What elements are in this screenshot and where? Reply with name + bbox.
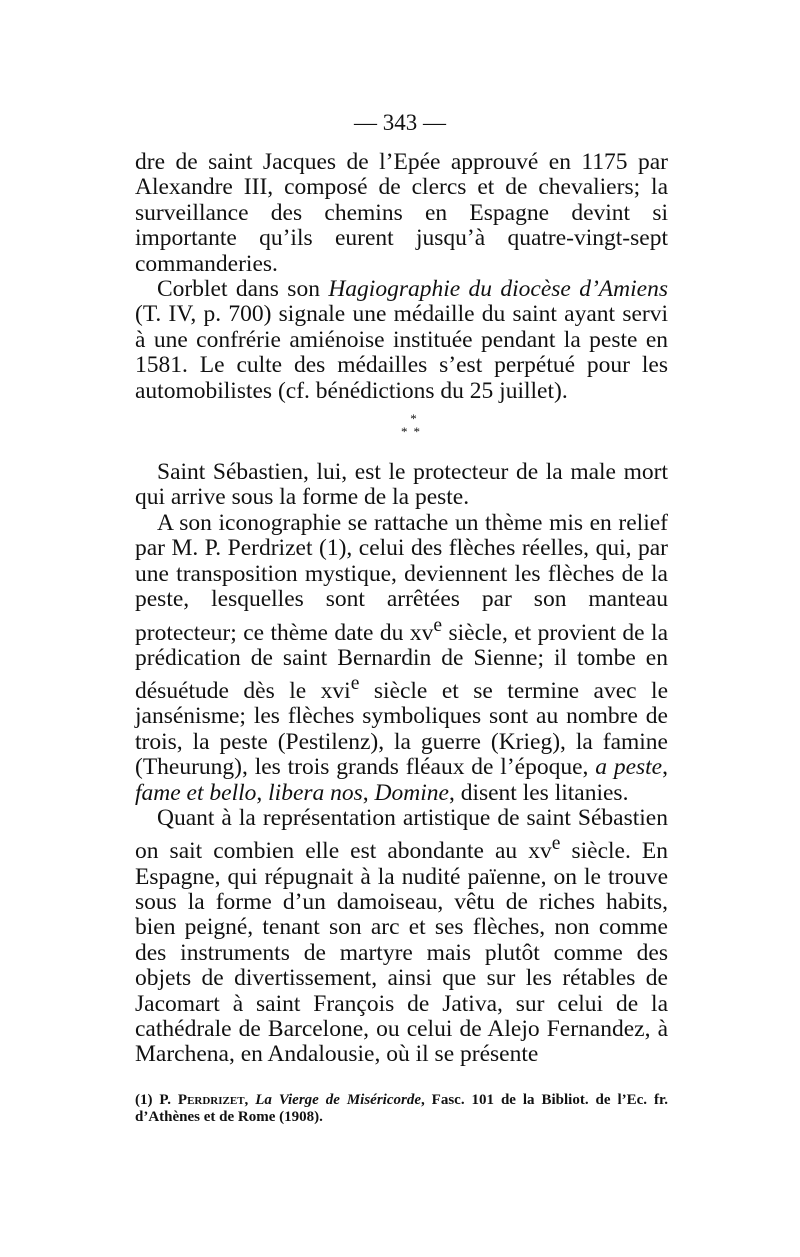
comma: , (256, 779, 269, 806)
footnote-marker: (1) P. (135, 1092, 178, 1108)
paragraph-5-text-b: siècle. En Espagne, qui répugnait à la nudité païenne, on le trouve sous la forme d’un damoiseau, vêtu de riches habits, bien peigné, tenant son arc et ses flèches, non comme des instruments de martyre mais plutôt comme des objets de divertissement, ainsi que sur les rétables de Jacomart à saint François de Jativa, sur celui de la cathédrale de Barcelone, ou celui de Alejo Fernandez, à Marchena, en Andalousie, où il se présente (135, 838, 669, 1068)
body-text (135, 150, 668, 1068)
latin-phrase-libera-nos: libera nos (268, 779, 363, 806)
asterism-bottom-stars: ** (401, 424, 426, 440)
paragraph-5-text-a: Quant à la représentation artistique de saint Sébastien on sait combien elle est abondante au xv (135, 805, 668, 865)
paragraph-5 (135, 806, 668, 1068)
superscript-e: e (433, 614, 443, 636)
superscript-e: e (350, 673, 360, 695)
asterism-top-star: * (410, 411, 417, 427)
paragraph-4 (135, 511, 668, 806)
footnote-separator: , (244, 1092, 256, 1108)
paragraph-2-text-b: (T. IV, p. 700) signale une médaille du saint ayant servi à une confrérie amiénoise instituée pendant la peste en 1581. Le culte des médailles s’est perpétué pour les automobilistes (cf. bénédictions du 25 juillet). (135, 301, 668, 404)
page-number: — 343 — (354, 110, 446, 135)
footnote-author: Perdrizet (177, 1092, 245, 1108)
paragraph-4-text-a: A son iconographie se rattache un thème mis en relief par M. P. Perdrizet (1), celui des flèches réelles, qui, par une transposition mystique, deviennent les flèches de la peste, lesquelles sont arrêtées par son manteau protecteur; ce thème date du xv (135, 509, 668, 646)
paragraph-4-text-b: siècle, et provient de la prédication de saint Bernardin de Sienne; il tombe en désuétude dès le xvi (135, 619, 668, 704)
latin-phrase-domine: Domine (374, 779, 449, 806)
paragraph-2-text-a: Corblet dans son (157, 276, 329, 303)
footnote-rest: , Fasc. 101 de la Bibliot. de l’Ec. fr. d’Athènes et de Rome (1908). (135, 1092, 668, 1125)
footnote-title: La Vierge de Miséricorde (255, 1092, 421, 1108)
asterism-separator (135, 412, 668, 438)
paragraph-1: dre de saint Jacques de l’Epée approuvé en 1175 par Alexandre III, composé de clercs et de chevaliers; la surveillance des chemins en Espagne devint si importante qu’ils eurent jusqu’à quatre-vingt-sept commanderies. (135, 149, 668, 277)
comma: , (362, 779, 375, 806)
paragraph-3: Saint Sébastien, lui, est le protecteur de la male mort qui arrive sous la forme de la peste. (135, 459, 668, 511)
footnote (135, 1092, 668, 1126)
superscript-e: e (551, 833, 561, 855)
book-title-hagiographie: Hagiographie du diocèse d’Amiens (328, 276, 668, 303)
paragraph-4-text-d: , disent les litanies. (448, 779, 629, 806)
latin-phrase-fame-et-bello: fame et bello (135, 779, 257, 806)
comma: , (662, 754, 668, 781)
latin-phrase-a-peste: a peste (595, 754, 663, 781)
paragraph-4-text-c: siècle et se termine avec le jansénisme; les flèches symboliques sont au nombre de trois, la peste (Pestilenz), la guerre (Krieg), la famine (Theurung), les trois grands fléaux de l’époque, (135, 677, 668, 781)
paragraph-2 (135, 277, 668, 404)
